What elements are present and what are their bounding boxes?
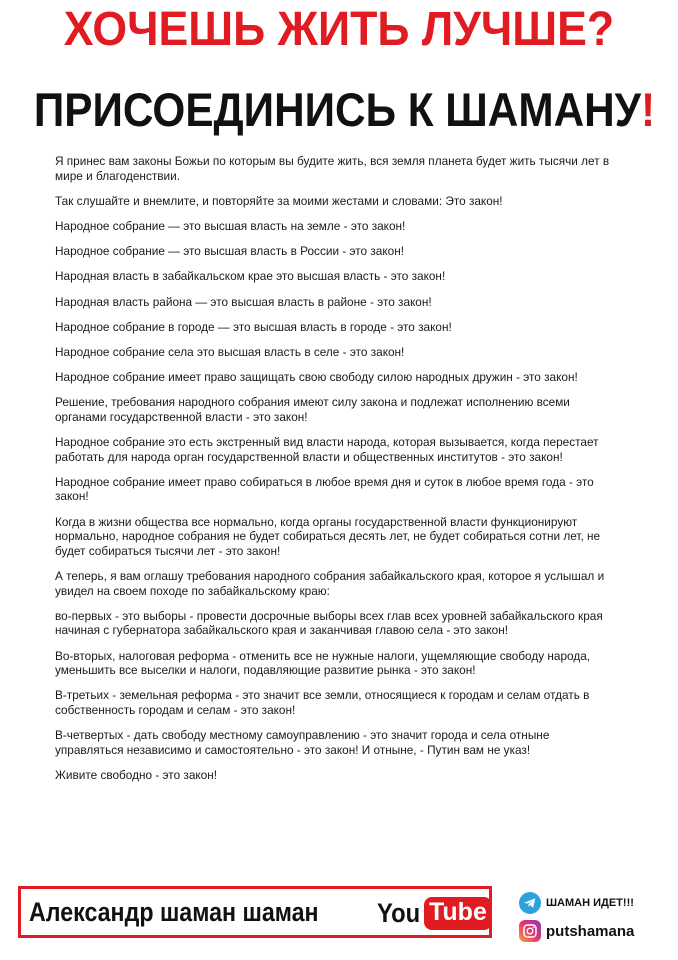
paragraph: Я принес вам законы Божьи по которым вы будите жить, вся земля планета будет жить тысячи лет в мире и благоденствии. xyxy=(55,154,610,183)
youtube-channel-banner[interactable] xyxy=(18,886,492,938)
headline-call xyxy=(33,83,656,136)
youtube-logo xyxy=(377,894,492,932)
instagram-link[interactable] xyxy=(519,920,634,942)
paragraph: В-четвертых - дать свободу местному самоуправлению - это значит города и села отныне управляться независимо и самостоятельно - это закон! И отныне, - Путин вам не указ! xyxy=(55,728,550,757)
paragraph: Народное собрание в городе — это высшая власть в городе - это закон! xyxy=(55,319,452,334)
paragraph: Так слушайте и внемлите, и повторяйте за моими жестами и словами: Это закон! xyxy=(55,193,503,208)
paragraph: В-третьих - земельная реформа - это значит все земли, относящиеся к городам и селам отдать в собственность городам и селам - это закон! xyxy=(55,688,590,717)
telegram-label: ШАМАН ИДЕТ!!! xyxy=(546,897,634,909)
paragraph: Живите свободно - это закон! xyxy=(55,767,218,782)
headline-exclamation: ! xyxy=(640,83,656,136)
instagram-icon xyxy=(519,920,541,942)
paragraph: Народное собрание это есть экстренный вид власти народа, которая вызывается, когда перестает работать для народа орган государственной власти и общественных институтов - это закон! xyxy=(55,435,599,464)
paragraph: Народная власть района — это высшая власть в районе - это закон! xyxy=(55,294,432,309)
paragraph: Решение, требования народного собрания имеют силу закона и подлежат исполнению всеми органами государственной власти - это закон! xyxy=(55,395,570,424)
headline-question: ХОЧЕШЬ ЖИТЬ ЛУЧШЕ? xyxy=(63,3,615,56)
paragraph: во-первых - это выборы - провести досрочные выборы всех глав всех уровней забайкальского края начиная с губернатора забайкальского края и заканчивая главою села - это закон! xyxy=(55,608,603,638)
paragraph: Народное собрание села это высшая власть в селе - это закон! xyxy=(55,344,405,359)
manifesto-body xyxy=(55,154,615,793)
youtube-logo-you: You xyxy=(377,897,421,928)
headline-call-text: ПРИСОЕДИНИСЬ К ШАМАНУ xyxy=(33,83,641,136)
instagram-label: putshamana xyxy=(546,922,635,940)
youtube-logo-tube: Tube xyxy=(424,897,492,930)
paragraph: Во-вторых, налоговая реформа - отменить все не нужные налоги, ущемляющие свободу народа, уменьшить все выселки и налоги, подавляющие развитие рынка - это закон! xyxy=(55,648,591,678)
paragraph: Народное собрание имеет право защищать свою свободу силою народных дружин - это закон! xyxy=(55,370,578,385)
paragraph: Когда в жизни общества все нормально, когда органы государственной власти функционируют нормально, народное собрания не будет собираться десять лет, не будет собираться сотни лет, не будет собираться тысячи лет - это закон! xyxy=(55,514,601,558)
channel-name: Александр шаман шаман xyxy=(29,896,319,927)
paragraph: Народное собрание имеет право собираться в любое время дня и суток в любое время года - это закон! xyxy=(55,474,594,504)
paragraph: А теперь, я вам оглашу требования народного собрания забайкальского края, которое я услышал и увидел на своем походе по забайкальскому краю: xyxy=(55,569,605,598)
telegram-icon xyxy=(519,892,541,914)
paragraph: Народное собрание — это высшая власть на земле - это закон! xyxy=(55,218,406,233)
paragraph: Народное собрание — это высшая власть в России - это закон! xyxy=(55,244,404,259)
paragraph: Народная власть в забайкальском крае это высшая власть - это закон! xyxy=(55,269,446,284)
telegram-link[interactable] xyxy=(519,892,634,914)
